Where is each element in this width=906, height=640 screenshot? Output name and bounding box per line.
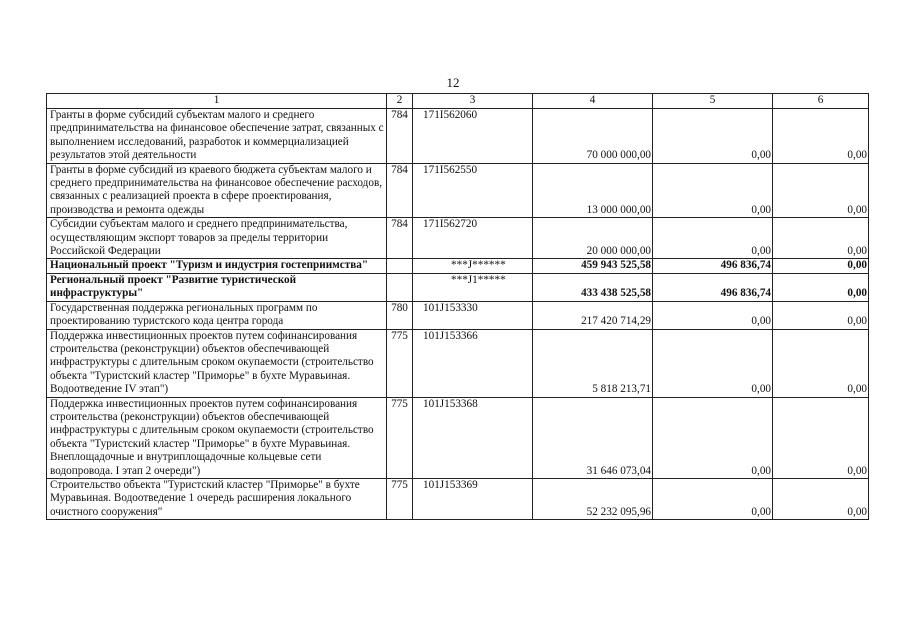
row-kcsr-code: 171I562550 xyxy=(413,163,533,218)
table-row xyxy=(47,259,869,273)
table-row xyxy=(47,397,869,478)
row-grbs-code xyxy=(387,273,413,301)
row-amount-col5: 0,00 xyxy=(653,397,773,478)
row-name: Государственная поддержка региональных программ по проектированию туристского кода центра города xyxy=(47,301,387,329)
page-number: 12 xyxy=(446,75,460,90)
row-amount-col6: 0,00 xyxy=(773,329,869,397)
row-kcsr-code: ***J1***** xyxy=(413,273,533,301)
row-amount-col4: 70 000 000,00 xyxy=(533,109,653,164)
table-row xyxy=(47,163,869,218)
row-amount-col6: 0,00 xyxy=(773,273,869,301)
row-name: Гранты в форме субсидий субъектам малого и среднего предпринимательства на финансовое обеспечение затрат, связанных с выполнением исследований, разработок и коммерциализацией результатов этой деятельности xyxy=(47,109,387,164)
row-kcsr-code: 101J153366 xyxy=(413,329,533,397)
table-row xyxy=(47,218,869,259)
row-name: Строительство объекта "Туристский кластер "Приморье" в бухте Муравьиная. Водоотведение 1 очередь расширения локального очистного сооружения" xyxy=(47,478,387,519)
row-amount-col5: 0,00 xyxy=(653,478,773,519)
row-name: Региональный проект "Развитие туристической инфраструктуры" xyxy=(47,273,387,301)
row-name: Гранты в форме субсидий из краевого бюджета субъектам малого и среднего предпринимательства на финансовое обеспечение расходов, связанных с реализацией проекта в сфере проектирования, производства и ремонта одежды xyxy=(47,163,387,218)
row-kcsr-code: 171I562060 xyxy=(413,109,533,164)
row-amount-col6: 0,00 xyxy=(773,109,869,164)
row-amount-col4: 31 646 073,04 xyxy=(533,397,653,478)
column-header: 1 xyxy=(47,94,387,109)
table-row xyxy=(47,478,869,519)
row-amount-col6: 0,00 xyxy=(773,163,869,218)
row-amount-col4: 52 232 095,96 xyxy=(533,478,653,519)
column-header: 5 xyxy=(653,94,773,109)
row-name: Субсидии субъектам малого и среднего предпринимательства, осуществляющим экспорт товаров за пределы территории Российской Федерации xyxy=(47,218,387,259)
row-amount-col5: 0,00 xyxy=(653,218,773,259)
column-header: 3 xyxy=(413,94,533,109)
row-amount-col6: 0,00 xyxy=(773,259,869,273)
table-row xyxy=(47,273,869,301)
row-amount-col4: 459 943 525,58 xyxy=(533,259,653,273)
row-amount-col4: 433 438 525,58 xyxy=(533,273,653,301)
row-name: Поддержка инвестиционных проектов путем софинансирования строительства (реконструкции) объектов обеспечивающей инфраструктуры с длительным сроком окупаемости (строительство объекта "Туристский кластер "Приморье" в бухте Муравьиная. Водоотведение IV этап") xyxy=(47,329,387,397)
row-amount-col6: 0,00 xyxy=(773,478,869,519)
column-header: 4 xyxy=(533,94,653,109)
column-header: 6 xyxy=(773,94,869,109)
row-amount-col5: 496 836,74 xyxy=(653,259,773,273)
table-row xyxy=(47,329,869,397)
row-amount-col5: 496 836,74 xyxy=(653,273,773,301)
row-amount-col5: 0,00 xyxy=(653,163,773,218)
table-row xyxy=(47,109,869,164)
row-amount-col5: 0,00 xyxy=(653,329,773,397)
row-kcsr-code: 101J153368 xyxy=(413,397,533,478)
row-grbs-code: 775 xyxy=(387,329,413,397)
row-amount-col4: 20 000 000,00 xyxy=(533,218,653,259)
row-amount-col5: 0,00 xyxy=(653,301,773,329)
row-grbs-code: 784 xyxy=(387,218,413,259)
row-grbs-code: 780 xyxy=(387,301,413,329)
row-name: Национальный проект "Туризм и индустрия гостеприимства" xyxy=(47,259,387,273)
row-kcsr-code: 101J153330 xyxy=(413,301,533,329)
row-grbs-code: 775 xyxy=(387,397,413,478)
row-grbs-code xyxy=(387,259,413,273)
row-amount-col4: 217 420 714,29 xyxy=(533,301,653,329)
row-grbs-code: 784 xyxy=(387,109,413,164)
row-kcsr-code: ***J****** xyxy=(413,259,533,273)
row-amount-col5: 0,00 xyxy=(653,109,773,164)
row-amount-col4: 13 000 000,00 xyxy=(533,163,653,218)
row-amount-col6: 0,00 xyxy=(773,301,869,329)
budget-table xyxy=(46,93,869,520)
column-header-row xyxy=(47,94,869,109)
row-name: Поддержка инвестиционных проектов путем софинансирования строительства (реконструкции) объектов обеспечивающей инфраструктуры с длительным сроком окупаемости (строительство объекта "Туристский кластер "Приморье" в бухте Муравьиная. Внеплощадочные и внутриплощадочные кольцевые сети водопровода. I этап 2 очереди") xyxy=(47,397,387,478)
row-grbs-code: 775 xyxy=(387,478,413,519)
column-header: 2 xyxy=(387,94,413,109)
table-row xyxy=(47,301,869,329)
row-kcsr-code: 101J153369 xyxy=(413,478,533,519)
row-amount-col6: 0,00 xyxy=(773,218,869,259)
row-kcsr-code: 171I562720 xyxy=(413,218,533,259)
row-amount-col4: 5 818 213,71 xyxy=(533,329,653,397)
row-amount-col6: 0,00 xyxy=(773,397,869,478)
row-grbs-code: 784 xyxy=(387,163,413,218)
